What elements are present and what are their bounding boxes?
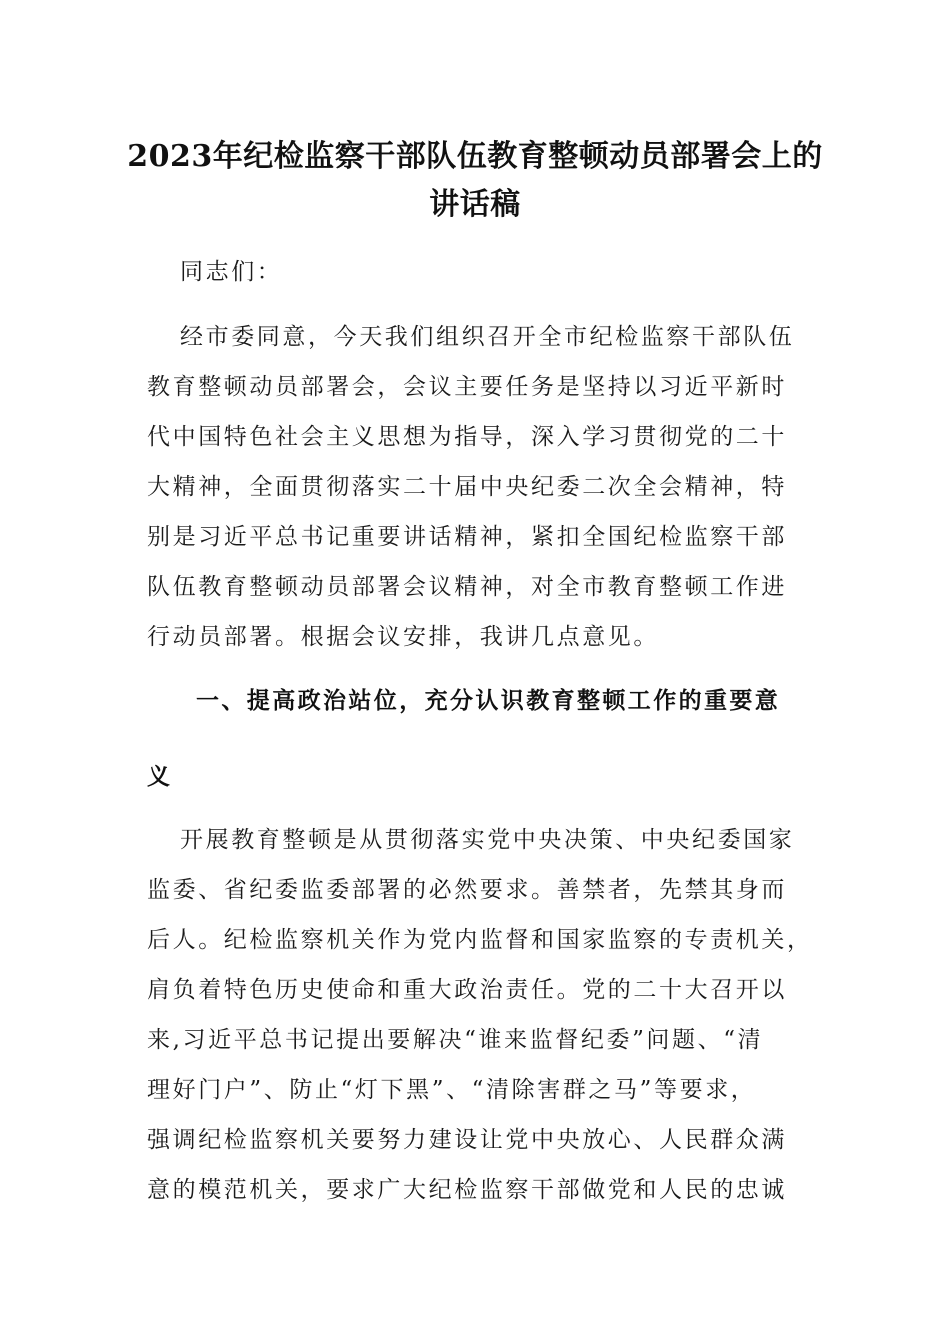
paragraph-1-line: 行动员部署。根据会议安排，我讲几点意见。: [147, 624, 659, 650]
paragraph-1-line: 教育整顿动员部署会，会议主要任务是坚持以习近平新时: [147, 374, 787, 400]
document-title-line-1: 2023年纪检监察干部队伍教育整顿动员部署会上的: [127, 139, 823, 174]
paragraph-2-line: 意的模范机关，要求广大纪检监察干部做党和人民的忠诚: [147, 1177, 787, 1203]
paragraph-1-line: 队伍教育整顿动员部署会议精神，对全市教育整顿工作进: [147, 574, 787, 600]
paragraph-1-line: 别是习近平总书记重要讲话精神，紧扣全国纪检监察干部: [147, 524, 787, 550]
document-title-line-2: 讲话稿: [429, 187, 521, 222]
paragraph-1-line: 代中国特色社会主义思想为指导，深入学习贯彻党的二十: [147, 424, 787, 450]
section-heading-1-line-2: 义: [147, 764, 173, 790]
paragraph-2-line: 理好门户”、防止“灯下黑”、“清除害群之马”等要求，: [147, 1077, 757, 1103]
paragraph-2-line: 来,习近平总书记提出要解决“谁来监督纪委”问题、“清: [147, 1027, 764, 1053]
paragraph-2-line: 开展教育整顿是从贯彻落实党中央决策、中央纪委国家: [180, 827, 795, 853]
paragraph-1-line: 经市委同意，今天我们组织召开全市纪检监察干部队伍: [180, 324, 795, 350]
salutation: 同志们：: [180, 259, 283, 285]
paragraph-2-line: 强调纪检监察机关要努力建设让党中央放心、人民群众满: [147, 1127, 787, 1153]
paragraph-2-line: 监委、省纪委监委部署的必然要求。善禁者，先禁其身而: [147, 877, 787, 903]
paragraph-2-line: 肩负着特色历史使命和重大政治责任。党的二十大召开以: [147, 977, 787, 1003]
section-heading-1-line-1: 一、提高政治站位，充分认识教育整顿工作的重要意: [196, 688, 781, 714]
paragraph-1-line: 大精神，全面贯彻落实二十届中央纪委二次全会精神，特: [147, 474, 787, 500]
paragraph-2-line: 后人。纪检监察机关作为党内监督和国家监察的专责机关，: [147, 927, 813, 953]
